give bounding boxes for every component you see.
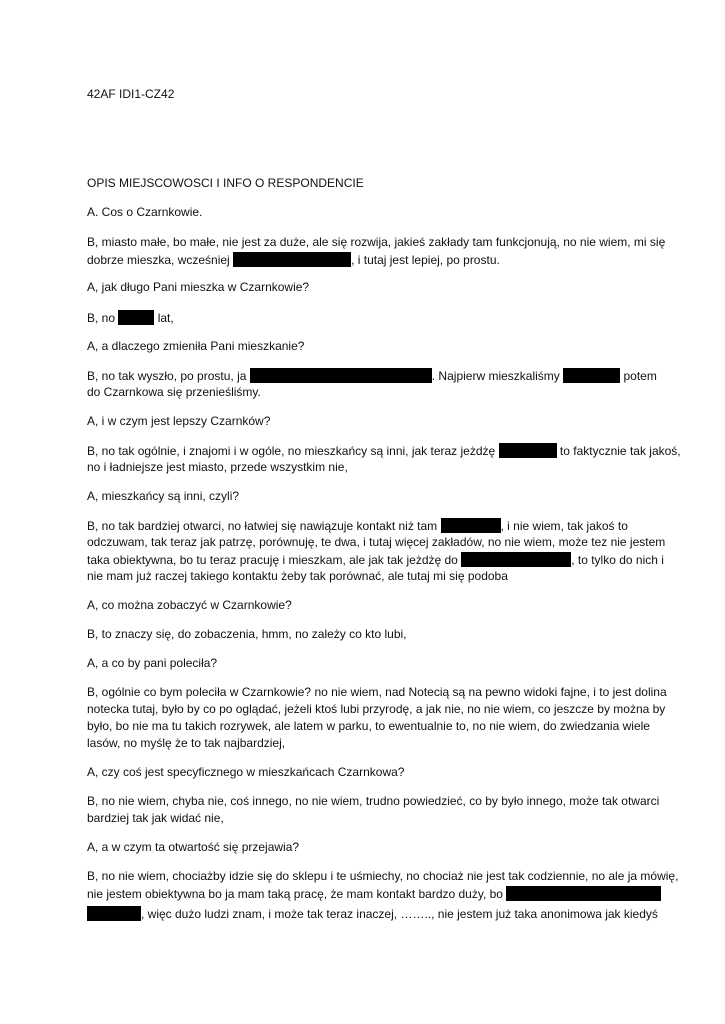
redaction-bar bbox=[118, 310, 154, 325]
paragraph-line: notecka tutaj, było by co po oglądać, jeżeli ktoś lubi przyrodę, a jak nie, no nie wiem, co jeszcze by można by bbox=[87, 702, 666, 716]
document-code: 42AF IDI1-CZ42 bbox=[87, 87, 175, 101]
paragraph-line: no i ładniejsze jest miasto, przede wszystkim nie, bbox=[87, 460, 348, 474]
paragraph-line bbox=[87, 252, 500, 266]
paragraph-line bbox=[87, 443, 681, 457]
text-fragment: B, no tak bardziej otwarci, no łatwiej się nawiązuje kontakt niż tam bbox=[87, 519, 438, 533]
paragraph-line: A, mieszkańcy są inni, czyli? bbox=[87, 489, 240, 503]
redaction-bar bbox=[233, 252, 351, 267]
paragraph-line: B, miasto małe, bo małe, nie jest za duże, ale się rozwija, jakieś zakłady tam funkcjonują, no nie wiem, mi się bbox=[87, 235, 666, 249]
text-fragment: , to tylko do nich i bbox=[571, 553, 664, 567]
text-fragment: B, no tak wyszło, po prostu, ja bbox=[87, 369, 247, 383]
paragraph-line: B, no nie wiem, chyba nie, coś innego, no nie wiem, trudno powiedzieć, co by było innego, może tak otwarci bbox=[87, 794, 660, 808]
paragraph-line: było, bo nie ma tu takich rozrywek, ale latem w parku, to ewentualnie to, no nie wiem, do zwiedzania wiele bbox=[87, 719, 650, 733]
paragraph-line bbox=[87, 886, 661, 900]
paragraph-line: odczuwam, tak teraz jak patrzę, porównuję, te dwa, i tutaj więcej zakładów, no nie wiem, może tez nie jestem bbox=[87, 535, 666, 549]
paragraph-line: A, co można zobaczyć w Czarnkowie? bbox=[87, 598, 292, 612]
text-fragment: , i tutaj jest lepiej, po prostu. bbox=[351, 253, 500, 267]
redaction-bar bbox=[87, 906, 141, 921]
text-fragment: dobrze mieszka, wcześniej bbox=[87, 253, 230, 267]
redaction-bar bbox=[499, 443, 557, 458]
text-fragment: taka obiektywna, bo tu teraz pracuję i mieszkam, ale jak tak jeżdżę do bbox=[87, 553, 458, 567]
text-fragment: to faktycznie tak jakoś, bbox=[559, 444, 681, 458]
redaction-bar bbox=[461, 552, 571, 567]
paragraph-line bbox=[87, 906, 658, 920]
paragraph-line bbox=[87, 368, 657, 382]
paragraph-line: A, jak długo Pani mieszka w Czarnkowie? bbox=[87, 280, 310, 294]
paragraph-line: A, czy coś jest specyficznego w mieszkańcach Czarnkowa? bbox=[87, 765, 405, 779]
paragraph-line: A, a w czym ta otwartość się przejawia? bbox=[87, 840, 300, 854]
paragraph-line: B, to znaczy się, do zobaczenia, hmm, no zależy co kto lubi, bbox=[87, 627, 407, 641]
paragraph-line: A, a co by pani poleciła? bbox=[87, 656, 218, 670]
redaction-bar bbox=[506, 886, 661, 901]
paragraph-line: B, ogólnie co bym poleciła w Czarnkowie? no nie wiem, nad Notecią są na pewno widoki fajne, i to jest dolina bbox=[87, 685, 667, 699]
text-fragment: lat, bbox=[157, 311, 174, 325]
text-fragment: potem bbox=[623, 369, 657, 383]
redaction-bar bbox=[563, 368, 620, 383]
paragraph-line bbox=[87, 552, 664, 566]
paragraph-line: A, i w czym jest lepszy Czarnków? bbox=[87, 414, 271, 428]
paragraph-line: A. Cos o Czarnkowie. bbox=[87, 205, 203, 219]
paragraph-line: lasów, no myślę że to tak najbardziej, bbox=[87, 736, 286, 750]
paragraph-line: B, no nie wiem, chociażby idzie się do sklepu i te uśmiechy, no chociaż nie jest tak codziennie, no ale ja mówię, bbox=[87, 869, 679, 883]
redaction-bar bbox=[441, 518, 501, 533]
paragraph-line: nie mam już raczej takiego kontaktu żeby tak porównać, ale tutaj mi się podoba bbox=[87, 569, 508, 583]
text-fragment: , więc dużo ludzi znam, i może tak teraz inaczej, …….., nie jestem już taka anonimowa jak kiedyś bbox=[141, 907, 658, 921]
paragraph-line: bardziej tak jak widać nie, bbox=[87, 811, 224, 825]
text-fragment: B, no bbox=[87, 311, 116, 325]
text-fragment: B, no tak ogólnie, i znajomi i w ogóle, no mieszkańcy są inni, jak teraz jeżdżę bbox=[87, 444, 496, 458]
paragraph-line bbox=[87, 518, 628, 532]
text-fragment: nie jestem obiektywna bo ja mam taką pracę, że mam kontakt bardzo duży, bo bbox=[87, 887, 503, 901]
paragraph-line: A, a dlaczego zmieniła Pani mieszkanie? bbox=[87, 339, 305, 353]
text-fragment: , i nie wiem, tak jakoś to bbox=[500, 519, 628, 533]
section-heading: OPIS MIEJSCOWOSCI I INFO O RESPONDENCIE bbox=[87, 176, 364, 190]
redaction-bar bbox=[250, 368, 432, 383]
text-fragment: . Najpierw mieszkaliśmy bbox=[431, 369, 560, 383]
paragraph-line: do Czarnkowa się przenieśliśmy. bbox=[87, 385, 261, 399]
paragraph-line bbox=[87, 310, 174, 324]
